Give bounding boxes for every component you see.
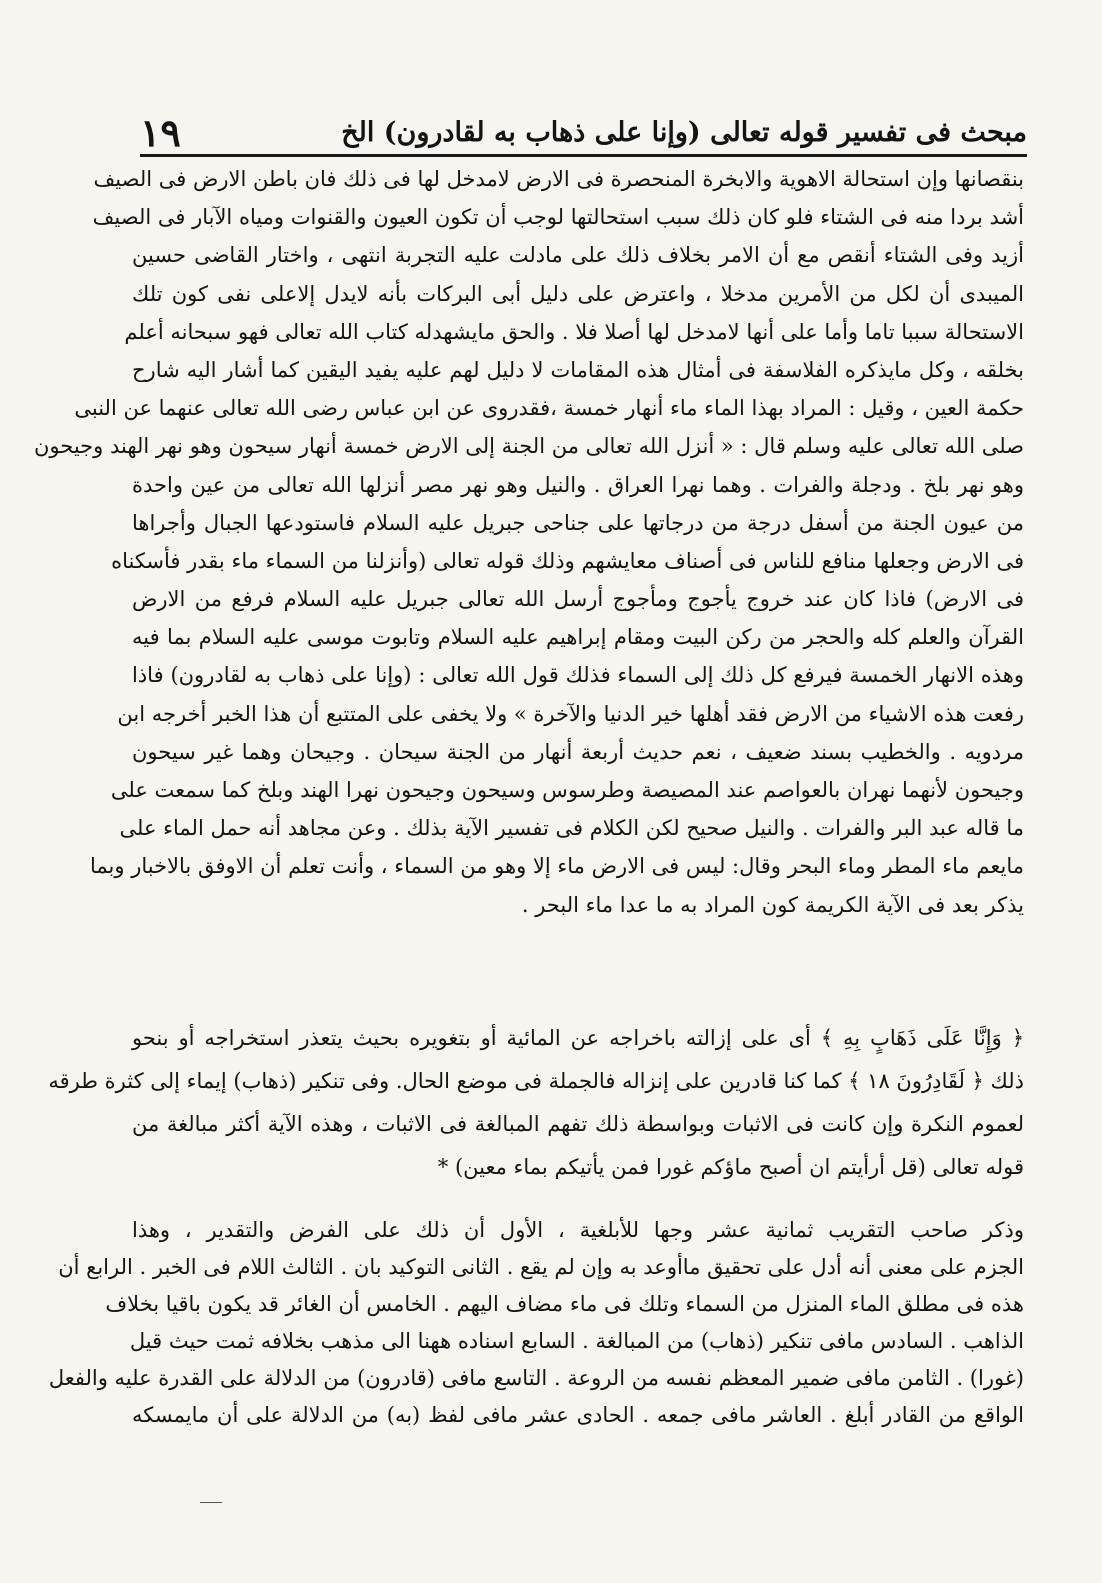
- text-line: فى الارض) فاذا كان عند خروج يأجوج ومأجوج أرسل الله تعالى جبريل عليه السلام فرفع من الارض: [132, 587, 1024, 612]
- text-line: بنقصانها وإن استحالة الاهوية والابخرة المنحصرة فى الارض لامدخل لها فى ذلك فان باطن الارض فى الصيف: [93, 167, 1024, 191]
- text-line: (غورا) . الثامن مافى ضمير المعظم نفسه من الروعة . التاسع مافى (قادرون) من الدلالة على القدرة عليه والفعل: [48, 1366, 1024, 1390]
- header-rule: [140, 154, 1027, 157]
- text-line: القرآن والعلم كله والحجر من ركن البيت ومقام إبراهيم عليه السلام وتابوت موسى عليه السلام بما فيه: [132, 625, 1024, 650]
- text-line: الجزم على معنى أنه أدل على تحقيق ماأوعد به وإن لم يقع . الثانى التوكيد بان . الثالث اللام فى الخبر . الرابع أن: [58, 1255, 1024, 1279]
- text-line: وذكر صاحب التقريب ثمانية عشر وجها للأبلغية ، الأول أن ذلك على الفرض والتقدير ، وهذا: [132, 1218, 1024, 1242]
- text-line: هذه فى مطلق الماء المنزل من السماء وتلك فى ماء مضاف اليهم . الخامس أن الغائر قد يكون باقيا بخلاف: [105, 1292, 1024, 1316]
- text-line: من عيون الجنة من أسفل درجة من درجاتها على جناحى جبريل عليه السلام فاستودعها الجبال وأجراها: [132, 510, 1024, 535]
- footer-mark: [200, 1502, 222, 1503]
- text-line: ما قاله عبد البر والفرات . والنيل صحيح لكن الكلام فى تفسير الآية بذلك . وعن مجاهد أنه حمل الماء على: [119, 816, 1024, 841]
- verse-line: ﴿ وَإِنَّا عَلَى ذَهَابٍ بِهِ ﴾ أى على إزالته باخراجه عن المائية أو بتغويره بحيث يتعذر استخراجه أو بنحو: [132, 1026, 1024, 1050]
- text-line: مايعم ماء المطر وماء البحر وقال: ليس فى الارض ماء إلا وهو من السماء ، وأنت تعلم أن الاوفق بالاخبار وبما: [90, 854, 1024, 879]
- page-header: [140, 110, 1027, 154]
- text-line: قوله تعالى (قل أرأيتم ان أصبح ماؤكم غورا فمن يأتيكم بماء معين) *: [437, 1155, 1024, 1179]
- commentary-section-1: [34, 160, 1024, 924]
- text-line: يذكر بعد فى الآية الكريمة كون المراد به ما عدا ماء البحر .: [521, 892, 1024, 917]
- text-line: أزيد وفى الشتاء أنقص مع أن الامر بخلاف ذلك على مادلت عليه التجربة انتهى ، واختار القاضى حسين: [132, 243, 1024, 268]
- text-line: وهذه الانهار الخمسة فيرفع كل ذلك إلى السماء فذلك قول الله تعالى : (وإنا على ذهاب به لقادرون) فاذا: [132, 663, 1024, 688]
- text-line: الميبدى أن لكل من الأمرين مدخلا ، واعترض على دليل أبى البركات بأنه لايدل إلاعلى نفى كون تلك: [132, 281, 1024, 306]
- text-line: صلى الله تعالى عليه وسلم قال : « أنزل الله تعالى من الجنة إلى الارض خمسة أنهار سيحون وهو نهر الهند وجيحون: [34, 434, 1024, 459]
- page-number: ١٩: [140, 109, 181, 155]
- verse-commentary-section: [48, 1017, 1024, 1189]
- text-line: لعموم النكرة وإن كانت فى الاثبات وبواسطة ذلك تفهم المبالغة فى الاثبات ، وهذه الآية أكثر مبالغة من: [132, 1112, 1024, 1136]
- text-line: ذلك ﴿ لَقَادِرُونَ ١٨ ﴾ كما كنا قادرين على إنزاله فالجملة فى موضع الحال. وفى تنكير (ذهاب) إيماء إلى كثرة طرقه: [48, 1069, 1024, 1093]
- text-line: وهو نهر بلخ . ودجلة والفرات . وهما نهرا العراق . والنيل وهو نهر مصر أنزلها الله تعالى من عين واحدة: [132, 472, 1024, 497]
- text-line: الواقع من القادر أبلغ . العاشر مافى جمعه . الحادى عشر مافى لفظ (به) من الدلالة على أن مايمسكه: [132, 1403, 1024, 1427]
- text-line: أشد بردا منه فى الشتاء فلو كان ذلك سبب استحالتها لوجب أن تكون العيون والقنوات ومياه الآبار فى الصيف: [92, 205, 1024, 230]
- text-line: بخلقه ، وكل مايذكره الفلاسفة فى أمثال هذه المقامات لا دليل لهم عليه يفيد اليقين كما أشار اليه شارح: [132, 357, 1024, 382]
- text-line: مردويه . والخطيب بسند ضعيف ، نعم حديث أربعة أنهار من الجنة سيحان . وجيحان وهما غير سيحون: [132, 739, 1024, 764]
- text-line: فى الارض وجعلها منافع للناس فى أصناف معايشهم وذلك قوله تعالى (وأنزلنا من السماء ماء بقدر فأسكناه: [111, 548, 1024, 573]
- text-line: الذاهب . السادس مافى تنكير (ذهاب) من المبالغة . السابع اسناده ههنا الى مذهب بخلافه ثمت حيث قيل: [129, 1329, 1024, 1353]
- text-line: حكمة العين ، وقيل : المراد بهذا الماء ماء أنهار خمسة ،فقدروى عن ابن عباس رضى الله تعالى عنهما عن النبى: [74, 396, 1024, 421]
- commentary-section-3: [48, 1212, 1024, 1434]
- text-line: وجيحون لأنهما نهران بالعواصم عند المصيصة وطرسوس وسيحون وجيحون نهرا الهند وبلخ كما سمعت على: [110, 778, 1024, 802]
- running-title: مبحث فى تفسير قوله تعالى (وإنا على ذهاب به لقادرون) الخ: [341, 116, 1027, 148]
- text-line: رفعت هذه الاشياء من الارض فقد أهلها خير الدنيا والآخرة » ولا يخفى على المتتبع أن هذا الخبر أخرجه ابن: [117, 701, 1024, 726]
- text-line: الاستحالة سببا تاما وأما على أنها لامدخل لها أصلا فلا . والحق مايشهدله كتاب الله تعالى فهو سبحانه أعلم: [124, 319, 1024, 344]
